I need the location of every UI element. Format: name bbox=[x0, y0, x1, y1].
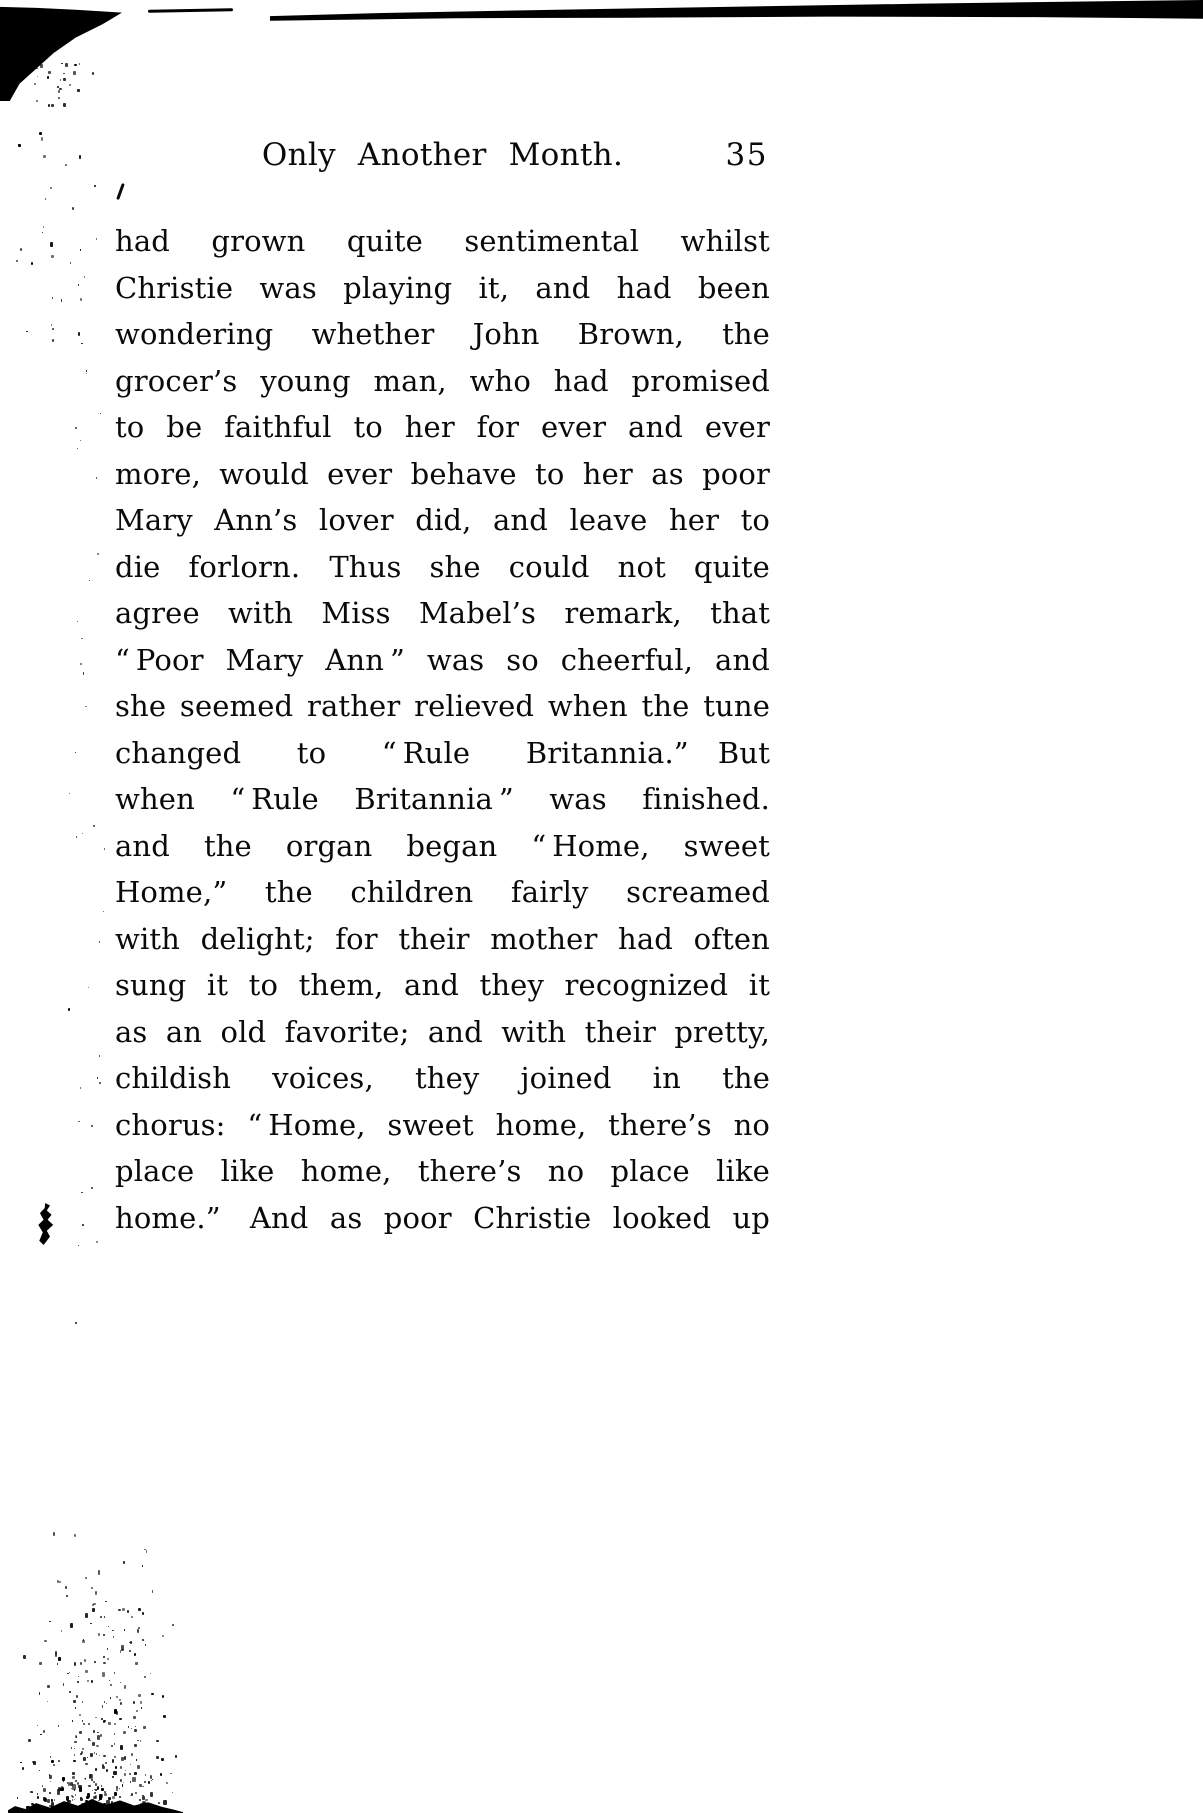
text-line: childish voices, they joined in the bbox=[115, 1061, 770, 1095]
running-header bbox=[115, 130, 770, 180]
text-line: more, would ever behave to her as poor bbox=[115, 456, 770, 491]
text-line: agree with Miss Mabel’s remark, that bbox=[115, 596, 770, 630]
scan-edge-bar bbox=[270, 0, 1203, 26]
text-line: Mary Ann’s lover did, and leave her to bbox=[115, 503, 770, 537]
text-line: home.” And as poor Christie looked up bbox=[115, 1200, 770, 1235]
text-column bbox=[115, 130, 770, 1241]
text-line: when “ Rule Britannia ” was finished. bbox=[115, 782, 770, 816]
page-title: Only Another Month. bbox=[261, 137, 624, 173]
text-line: wondering whether John Brown, the bbox=[115, 317, 770, 351]
text-line: die forlorn. Thus she could not quite bbox=[115, 549, 770, 584]
text-line: Home,” the children fairly screamed bbox=[115, 875, 770, 909]
page-number: 35 bbox=[725, 137, 768, 173]
margin-ink-blot bbox=[38, 1203, 54, 1245]
text-line: grocer’s young man, who had promised bbox=[115, 363, 770, 398]
body-text bbox=[115, 218, 770, 1241]
text-line: place like home, there’s no place like bbox=[115, 1154, 770, 1188]
text-line: sung it to them, and they recognized it bbox=[115, 968, 770, 1002]
text-line: with delight; for their mother had often bbox=[115, 921, 770, 956]
text-line: she seemed rather relieved when the tune bbox=[115, 689, 770, 723]
text-line: and the organ began “ Home, sweet bbox=[115, 828, 770, 863]
scan-smudge-top-left bbox=[0, 5, 122, 101]
text-line: Christie was playing it, and had been bbox=[115, 270, 770, 305]
text-line: to be faithful to her for ever and ever bbox=[115, 410, 770, 444]
text-line: chorus: “ Home, sweet home, there’s no bbox=[115, 1107, 770, 1142]
text-line: had grown quite sentimental whilst bbox=[115, 224, 770, 258]
scan-streak bbox=[148, 8, 233, 12]
text-line: changed to “ Rule Britannia.” But bbox=[115, 735, 770, 770]
text-line: “ Poor Mary Ann ” was so cheerful, and bbox=[115, 642, 770, 677]
text-line: as an old favorite; and with their pretty, bbox=[115, 1014, 770, 1049]
